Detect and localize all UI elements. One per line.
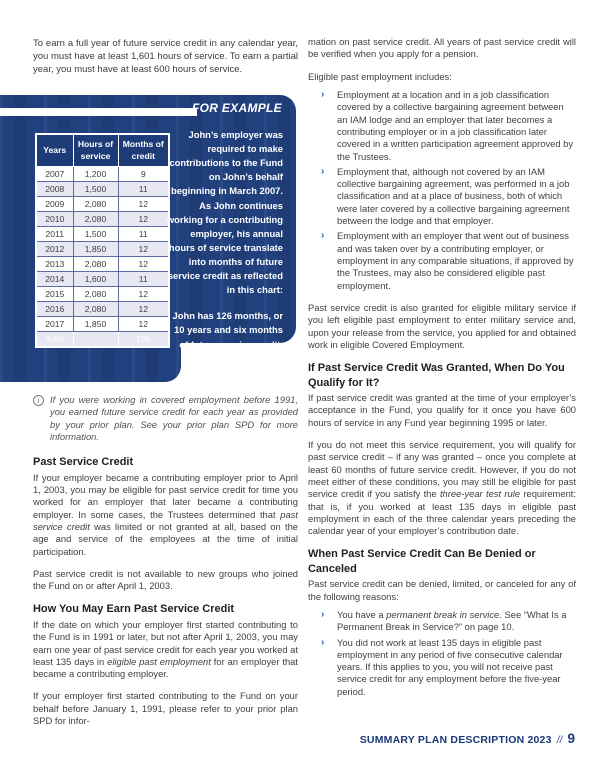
table-cell: 12	[118, 211, 169, 226]
chevron-bullet-icon: ›	[321, 88, 325, 100]
paragraph: Eligible past employment includes:	[308, 70, 452, 82]
table-cell: 2012	[36, 241, 73, 256]
paragraph-text: If you do not meet this service requirement, you will qualify for past service credit – if any was granted – once you complete at least 60 months of future service credit. However, if you do not meet either of these conditions, you may still be eligible for past service credit if you satisfy the	[308, 438, 576, 500]
paragraph-italic: three-year test rule	[439, 488, 521, 500]
col-header-months: Months of credit	[118, 134, 169, 166]
table-row	[36, 301, 169, 316]
table-cell: 1,850	[73, 241, 118, 256]
bullet-list	[321, 609, 576, 698]
table-cell: 2015	[36, 286, 73, 301]
paragraph: If your employer first started contributing to the Fund on your behalf before January 1, 1991, please refer to your prior plan SPD for infor-	[33, 690, 298, 727]
table-cell: 2007	[36, 166, 73, 181]
table-total-row	[36, 331, 169, 347]
paragraph	[33, 619, 298, 681]
table-cell: 2009	[36, 196, 73, 211]
paragraph-text: was limited or not granted at all, based on the age and service of the employees at the time of initial participation.	[33, 520, 299, 557]
table-row	[36, 226, 169, 241]
section-heading-qualify: If Past Service Credit Was Granted, When Do You Qualify for It?	[308, 362, 565, 389]
paragraph: Past service credit is also granted for eligible military service if you left eligible past employment to enter military service and, upon your release from the service, you applied for and obtained work in eligible Covered Employment.	[308, 301, 576, 350]
paragraph: Past service credit can be denied, limited, or canceled for any of the following reasons:	[308, 578, 576, 602]
table-row	[36, 271, 169, 286]
info-note	[33, 394, 298, 443]
paragraph	[33, 472, 298, 558]
table-cell: 9	[118, 166, 169, 181]
total-value: 126	[118, 331, 169, 347]
bullet-item	[321, 89, 576, 163]
bullet-text: Employment that, although not covered by an IAM collective bargaining agreement, was performed in a job classification and at a place of business, both of which were later covered by a collective bargaining agreement between the lodge and that employer.	[337, 165, 570, 227]
bullet-item	[321, 609, 576, 634]
example-paragraph: John’s employer was required to make contributions to the Fund on John’s behalf beginning in March 2007. As John continues working for a contributing employer, his annual hours of service translate into months of future service credit as reflected in this chart:	[166, 129, 283, 296]
table-cell: 1,850	[73, 316, 118, 331]
footer-title: SUMMARY PLAN DESCRIPTION 2023	[359, 734, 552, 746]
paragraph-text: If the date on which your employer first started contributing to the Fund is in 1991 or later, but not after April 1, 2003, you may earn one year of past service credit for each year you worked at least 135 days in	[33, 618, 298, 667]
table-cell: 11	[118, 226, 169, 241]
table-cell: 12	[118, 286, 169, 301]
table-row	[36, 196, 169, 211]
table-row	[36, 241, 169, 256]
table-cell: 11	[118, 181, 169, 196]
paragraph	[308, 439, 576, 538]
table-cell: 2017	[36, 316, 73, 331]
table-cell: 2014	[36, 271, 73, 286]
example-narrative	[166, 128, 283, 352]
chevron-bullet-icon: ›	[321, 608, 325, 620]
bullet-text: Employment with an employer that went out of business and was taken over by a contributing employer, or employment in any comparable situations, if approved by the Trustees, may also be considered eligible past employment.	[337, 230, 574, 291]
for-example-label: FOR EXAMPLE	[192, 101, 282, 115]
table-row	[36, 181, 169, 196]
table-cell: 1,500	[73, 181, 118, 196]
table-cell: 1,600	[73, 271, 118, 286]
chevron-bullet-icon: ›	[321, 165, 325, 177]
paragraph-text: requirement: that is, if you worked at least 135 days in eligible past employment in each of the three calendar years preceding the calendar year of your employer’s contribution date.	[308, 488, 576, 537]
table-cell: 2016	[36, 301, 73, 316]
col-header-years: Years	[36, 134, 73, 166]
table-cell: 2011	[36, 226, 73, 241]
table-cell: 2,080	[73, 286, 118, 301]
paragraph-italic: past service credit	[33, 508, 298, 532]
paragraph-text: If your employer became a contributing employer prior to April 1, 2003, you may be eligible for past service credit for time you worked for an employer that later became a contributing employer. In some cases, the Trustees determined that	[33, 471, 298, 520]
bullet-item	[321, 637, 576, 699]
section-heading-denied: When Past Service Credit Can Be Denied or Canceled	[308, 548, 536, 575]
page-footer	[0, 731, 575, 746]
footer-page-number: 9	[567, 731, 575, 746]
table-cell: 2,080	[73, 256, 118, 271]
info-icon: i	[33, 395, 44, 406]
table-row	[36, 166, 169, 181]
table-cell: 12	[118, 241, 169, 256]
example-paragraph: John has 126 months, or 10 years and six months of future service credit.	[172, 310, 283, 350]
table-cell: 2008	[36, 181, 73, 196]
intro-paragraph: To earn a full year of future service credit in any calendar year, you must have at least 1,601 hours of service. To earn a partial year, you must have at least 600 hours of service.	[33, 38, 298, 76]
note-text: If you were working in covered employment before 1991, you earned future service credit for each year as provided by your prior plan. See your prior plan SPD for more information.	[50, 394, 298, 442]
section-heading-past-service-credit: Past Service Credit	[33, 456, 134, 469]
paragraph: If past service credit was granted at the time of your employer’s acceptance in the Fund, you qualify for it once you have 600 hours of service in any Fund year beginning 1995 or later.	[308, 392, 576, 428]
table-header-row	[36, 134, 169, 166]
table-row	[36, 256, 169, 271]
bullet-text: You have a permanent break in service. See “What Is a Permanent Break in Service?” on page 10.	[337, 608, 567, 633]
table-row	[36, 211, 169, 226]
paragraph-text: for an employer that became a contributing employer.	[33, 655, 299, 680]
service-credit-table	[35, 133, 170, 348]
total-label: Total	[36, 331, 73, 347]
table-cell: 2,080	[73, 196, 118, 211]
table-cell: 2,080	[73, 211, 118, 226]
table-cell: 2013	[36, 256, 73, 271]
bullet-text: Employment at a location and in a job classification covered by a collective bargaining agreement between an IAM lodge and an employer that later becomes a contributing employer or in a job classification later covered in a written participation agreement approved by the Trustees.	[337, 88, 574, 162]
table-cell: 12	[118, 196, 169, 211]
table-cell: 2010	[36, 211, 73, 226]
table-cell: 11	[118, 271, 169, 286]
table-row	[36, 286, 169, 301]
bullet-text: You did not work at least 135 days in eligible past employment in any period of five consecutive calendar years. If this applies to you, you will not receive past service credit for any employment before the five-year period.	[337, 636, 563, 697]
table-cell: 1,200	[73, 166, 118, 181]
table-cell: 2,080	[73, 301, 118, 316]
total-blank	[73, 331, 118, 347]
bullet-item	[321, 230, 576, 292]
paragraph: mation on past service credit. All years of past service credit will be verified when you apply for a pension.	[308, 36, 576, 60]
table-cell: 12	[118, 256, 169, 271]
table-row	[36, 316, 169, 331]
bullet-item	[321, 166, 576, 228]
paragraph-italic: eligible past employment	[107, 655, 211, 667]
bullet-list	[321, 89, 576, 292]
left-column	[33, 394, 298, 737]
table-cell: 1,500	[73, 226, 118, 241]
chevron-bullet-icon: ›	[321, 636, 325, 648]
right-column	[308, 36, 576, 708]
table-cell: 12	[118, 316, 169, 331]
chevron-bullet-icon: ›	[321, 230, 325, 242]
section-heading-how-earn: How You May Earn Past Service Credit	[33, 603, 235, 616]
table-cell: 12	[118, 301, 169, 316]
paragraph: Past service credit is not available to new groups who joined the Fund on or after April 1, 2003.	[33, 567, 298, 592]
col-header-hours: Hours of service	[73, 134, 118, 166]
footer-separator: //	[556, 734, 563, 746]
